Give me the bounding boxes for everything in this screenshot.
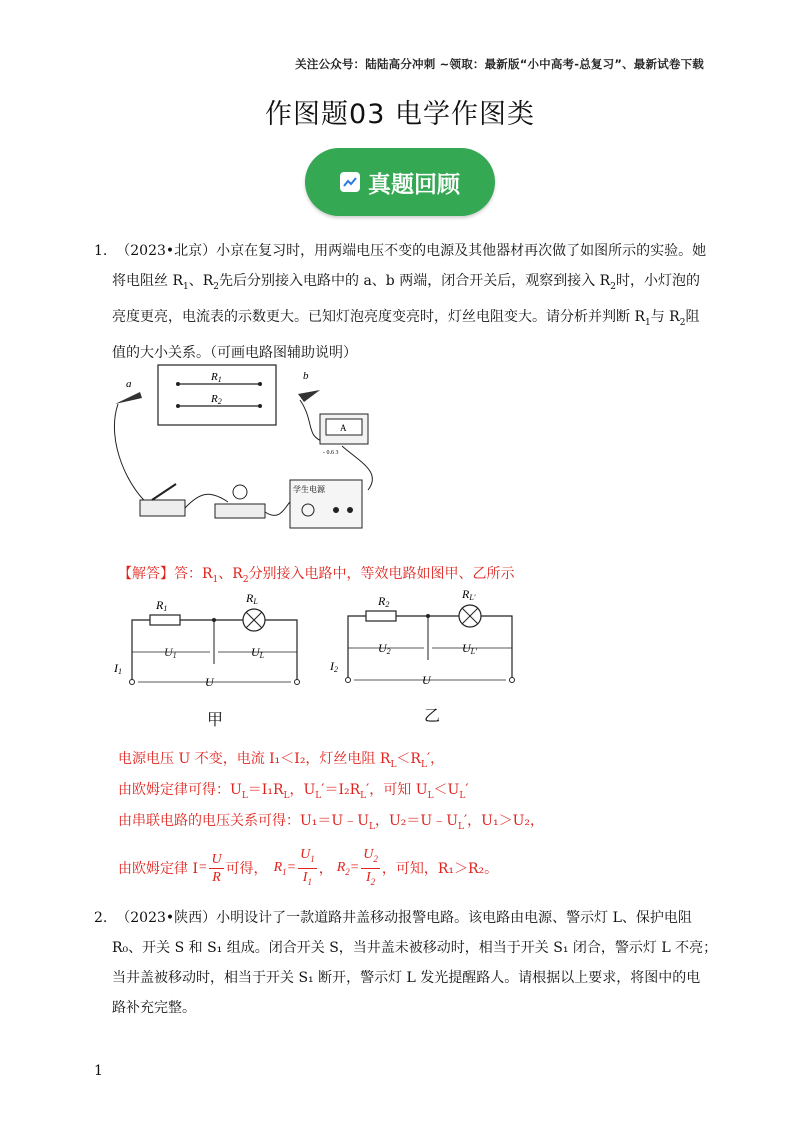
question-text: 小京在复习时，用两端电压不变的电源及其他器材再次做了如图所示的实验。她 [216, 243, 707, 259]
resistor-r1 [150, 615, 180, 625]
caption-jia: 甲 [207, 710, 224, 729]
svg-text:U2: U2 [378, 641, 391, 656]
formula-r2: $\frac{U_2}{I_2}$ [363, 847, 378, 887]
clip-b [298, 390, 320, 402]
svg-text:RL: RL [246, 592, 258, 606]
svg-text:I1: I1 [114, 661, 122, 676]
svg-text:RL′: RL′ [462, 588, 476, 602]
apparatus-figure [110, 362, 410, 532]
power-supply [290, 480, 362, 528]
answer-line-2: 由欧姆定律可得：$U_L=I_1R_L$，$U_L'=I_2R_L'$，可知 $U_L<U_L'$ [118, 782, 469, 801]
answer-line-3: 由串联电路的电压关系可得：$U_1=U﹣U_L$，$U_2=U﹣U_L'$，U₁＞U₂， [118, 813, 545, 832]
clip-a-label: a [126, 378, 132, 390]
question-number: 2. [94, 910, 108, 926]
svg-text:UL: UL [251, 645, 265, 660]
svg-text:R2: R2 [378, 594, 390, 609]
question-source: （2023•陕西） [116, 910, 217, 926]
header-note: 关注公众号：陆陆高分冲刺 ~领取：最新版“小中高考-总复习”、最新试卷下载 [295, 57, 704, 71]
answer-line-1: 电源电压 U 不变，电流 I₁＜I₂，灯丝电阻 $R_L<R_L'$， [118, 751, 445, 770]
section-badge [305, 148, 495, 216]
page-title: 作图题03 电学作图类 [265, 99, 535, 130]
question-number: 1. [94, 243, 108, 259]
page-number: 1 [94, 1063, 103, 1079]
svg-text:- 0.6 3: - 0.6 3 [323, 450, 339, 456]
apparatus-r1-label: R1 [211, 371, 222, 384]
chart-trend-icon [340, 172, 360, 192]
clip-a [115, 392, 142, 404]
question-source: （2023•北京） [116, 243, 217, 259]
apparatus-r2-label: R2 [211, 393, 222, 406]
question-1: 1. （2023•北京）小京在复习时，用两端电压不变的电源及其他器材再次做了如图所示的实验。她 将电阻丝 $R_1$、$R_2$先后分别接入电路中的 a、b 两端，闭合开关后，观察到接入 $R_2$时，小灯泡的 亮度更亮，电流表的示数更大。已知灯泡亮度变亮时，灯丝电阻变大。请分析并判断 $R_1$与 $R_2$阻 值的大小关系。（可画电路图辅助说明） [94, 243, 707, 361]
caption-yi: 乙 [424, 706, 441, 725]
formula-r1: $\frac{U_1}{I_1}$ [300, 847, 315, 887]
clip-b-label: b [303, 370, 309, 382]
svg-text:学生电源: 学生电源 [293, 485, 325, 494]
section-badge-label: 真题回顾 [368, 171, 460, 198]
bulb [215, 485, 265, 518]
resistor-r2 [366, 611, 396, 621]
svg-text:U: U [422, 673, 431, 687]
svg-text:R1: R1 [156, 598, 168, 613]
answer-lead: 【解答】答：$R_1$、$R_2$分别接入电路中，等效电路如图甲、乙所示 [118, 566, 515, 585]
svg-text:UL′: UL′ [462, 641, 477, 656]
circuit-yi [326, 588, 526, 688]
ammeter [320, 414, 368, 456]
answer-line-4: 由欧姆定律 I = $\frac{U}{R}$ 可得， $R_1=$ $\frac{U_1}{I_1}$ ， $R_2=$ $\frac{U_2}{I_2}$ ，可知，R₁＞R₂。 [118, 846, 498, 891]
svg-text:U1: U1 [164, 645, 177, 660]
question-text: 小明设计了一款道路井盖移动报警电路。该电路由电源、警示灯 L、保护电阻 [216, 910, 692, 926]
switch [140, 484, 185, 516]
formula-i: $\frac{U}{R}$ [211, 851, 222, 885]
question-2: 2. （2023•陕西）小明设计了一款道路井盖移动报警电路。该电路由电源、警示灯 L、保护电阻 R₀、开关 S 和 S₁ 组成。闭合开关 S，当井盖未被移动时，相当于开关 S₁ 闭合，警示灯 L 不亮； 当井盖被移动时，相当于开关 S₁ 断开，警示灯 L 发光提醒路人。请根据以上要求，将图中的电 路补充完整。 [94, 910, 718, 1016]
svg-text:A: A [340, 423, 347, 433]
circuit-jia [110, 592, 310, 692]
svg-text:U: U [205, 675, 214, 689]
svg-text:I2: I2 [330, 659, 338, 674]
